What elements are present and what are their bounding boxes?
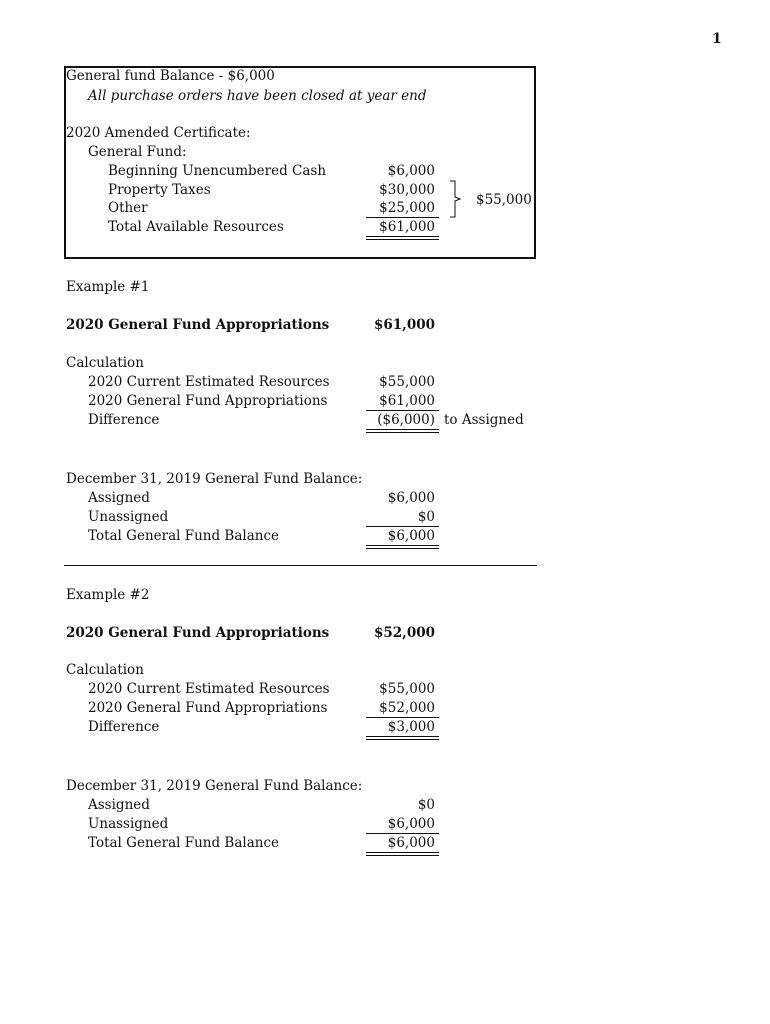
calc-label: Calculation — [66, 355, 144, 371]
calc-row-value: $52,000 — [379, 700, 435, 716]
fund-label: General Fund: — [88, 144, 187, 160]
calc-row-label: 2020 Current Estimated Resources — [88, 374, 330, 390]
balance-row-value: $6,000 — [387, 835, 435, 851]
balance-row-label: Unassigned — [88, 816, 169, 832]
calc-row-value: $61,000 — [379, 393, 435, 409]
row-value: $30,000 — [379, 182, 435, 198]
box-title: General fund Balance - $6,000 — [66, 68, 275, 84]
example2-heading: Example #2 — [66, 587, 150, 603]
calc-row-value: $3,000 — [387, 719, 435, 735]
bracket-total: $55,000 — [476, 192, 532, 208]
bracket-icon — [448, 180, 464, 218]
balance-row-label: Total General Fund Balance — [88, 835, 280, 851]
balance-row-value: $0 — [417, 797, 435, 813]
difference-note: to Assigned — [444, 412, 524, 428]
calc-row-label: 2020 General Fund Appropriations — [88, 700, 328, 716]
calc-row-value: $55,000 — [379, 681, 435, 697]
example1-heading: Example #1 — [66, 279, 150, 295]
row-label: Total Available Resources — [108, 219, 284, 235]
balance-row-value: $6,000 — [387, 528, 435, 544]
balance-row-label: Unassigned — [88, 509, 169, 525]
appropriations-value: $61,000 — [373, 317, 435, 333]
double-underline — [366, 236, 439, 240]
appropriations-value: $52,000 — [373, 625, 435, 641]
page-number: 1 — [712, 31, 722, 47]
balance-row-label: Assigned — [88, 490, 150, 506]
balance-row-label: Total General Fund Balance — [88, 528, 280, 544]
box-note: All purchase orders have been closed at year end — [88, 88, 427, 104]
double-underline — [366, 852, 439, 856]
row-value: $6,000 — [387, 163, 435, 179]
calc-row-value: ($6,000) — [377, 412, 435, 428]
balance-row-value: $6,000 — [387, 816, 435, 832]
appropriations-label: 2020 General Fund Appropriations — [66, 625, 330, 641]
row-label: Other — [108, 200, 148, 216]
appropriations-label: 2020 General Fund Appropriations — [66, 317, 330, 333]
balance-row-value: $0 — [417, 509, 435, 525]
calc-row-label: 2020 General Fund Appropriations — [88, 393, 328, 409]
balance-label: December 31, 2019 General Fund Balance: — [66, 471, 363, 487]
balance-label: December 31, 2019 General Fund Balance: — [66, 778, 363, 794]
balance-row-label: Assigned — [88, 797, 150, 813]
row-value: $25,000 — [379, 200, 435, 216]
certificate-label: 2020 Amended Certificate: — [66, 125, 251, 141]
section-divider — [64, 565, 537, 566]
calc-row-value: $55,000 — [379, 374, 435, 390]
balance-row-value: $6,000 — [387, 490, 435, 506]
calc-label: Calculation — [66, 662, 144, 678]
double-underline — [366, 429, 439, 433]
double-underline — [366, 736, 439, 740]
double-underline — [366, 545, 439, 549]
row-value: $61,000 — [379, 219, 435, 235]
calc-row-label: Difference — [88, 412, 160, 428]
row-label: Beginning Unencumbered Cash — [108, 163, 327, 179]
calc-row-label: 2020 Current Estimated Resources — [88, 681, 330, 697]
calc-row-label: Difference — [88, 719, 160, 735]
row-label: Property Taxes — [108, 182, 211, 198]
